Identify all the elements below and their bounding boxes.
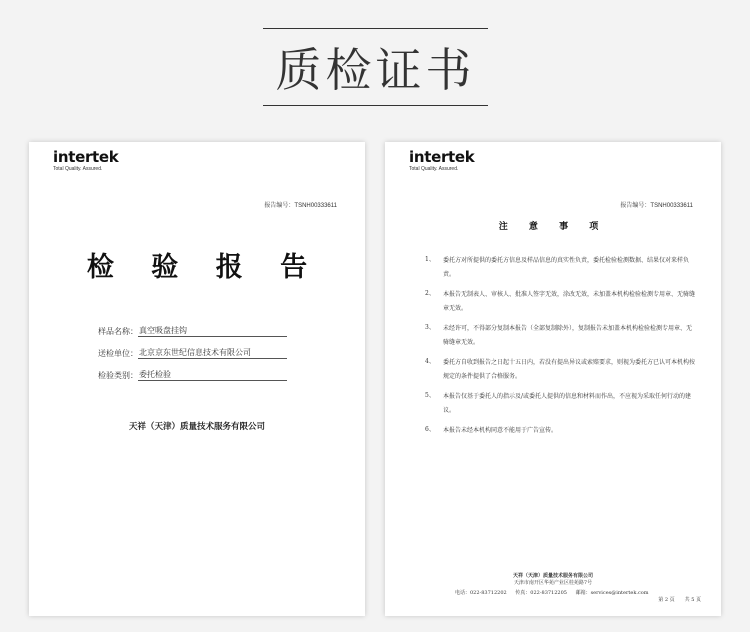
item-text: 委托方对所提供的委托方信息及样品信息的真实性负责，委托检验检测数据、结果仅对来样负责。 <box>443 257 690 278</box>
field-value: 委托检验 <box>138 369 287 381</box>
field-value: 北京京东世纪信息技术有限公司 <box>138 347 287 359</box>
item-number: 1、 <box>425 256 435 263</box>
page-title: 质检证书 <box>275 43 476 97</box>
item-text: 本报告仅基于委托人的指示及/或委托人提供的信息和材料而作出，不应视为采取任何行动的建议。 <box>443 393 692 414</box>
field-row-sample-name <box>98 315 287 337</box>
footer-fax: 传真：022-83712205 <box>515 590 567 596</box>
list-item <box>425 356 697 384</box>
cover-page <box>29 142 365 616</box>
field-row-submitter <box>98 337 287 359</box>
list-item <box>425 390 697 418</box>
intertek-logo <box>409 148 474 172</box>
company-name: 天祥（天津）质量技术服务有限公司 <box>128 422 265 432</box>
field-label: 送检单位： <box>98 349 138 358</box>
list-item <box>425 322 697 350</box>
item-number: 6、 <box>425 426 435 433</box>
field-label: 样品名称： <box>98 327 138 336</box>
footer-address: 天津市南开区华苑产业区桂苑路7号 <box>513 580 593 586</box>
footer-email: 邮箱：services@intertek.com <box>575 590 649 596</box>
report-number: 报告编号：TSNH00333611 <box>264 203 337 209</box>
list-item <box>425 288 697 316</box>
footer-contact <box>455 589 656 596</box>
page-count: 第 2 页 共 5 页 <box>658 597 701 603</box>
field-row-inspection-type <box>98 359 287 381</box>
notice-title: 注 意 事 项 <box>498 222 608 232</box>
report-number: 报告编号：TSNH00333611 <box>620 203 693 209</box>
item-text: 未经许可，不得部分复制本报告（全部复制除外），复制报告未加盖本机构检验检测专用章、无骑缝章无效。 <box>443 325 693 346</box>
item-number: 2、 <box>425 290 435 297</box>
list-item <box>425 254 697 282</box>
footer-company: 天祥（天津）质量技术服务有限公司 <box>512 573 593 579</box>
header-banner <box>263 28 488 106</box>
cover-fields <box>98 315 287 381</box>
logo-word: intertek <box>409 148 475 166</box>
notice-list <box>425 254 697 444</box>
footer-phone: 电话：022-83712202 <box>455 590 507 596</box>
intertek-logo <box>53 148 118 172</box>
report-title: 检 验 报 告 <box>86 252 322 283</box>
item-text: 委托方自收到报告之日起十五日内，若没有提出异议或索赔要求，则视为委托方已认可本机构按规定的条件提供了合格服务。 <box>443 359 696 380</box>
footer-address-block <box>385 573 721 587</box>
logo-tagline: Total Quality. Assured. <box>409 166 459 172</box>
item-text: 本报告未经本机构同意不能用于广告宣传。 <box>443 427 558 434</box>
list-item <box>425 424 697 438</box>
logo-word: intertek <box>53 148 119 166</box>
field-value: 真空吸盘挂钩 <box>138 325 287 337</box>
logo-tagline: Total Quality. Assured. <box>53 166 103 172</box>
item-text: 本报告无制表人、审核人、批准人签字无效，涂改无效，未加盖本机构检验检测专用章、无骑缝章无效。 <box>443 291 696 312</box>
item-number: 3、 <box>425 324 435 331</box>
field-label: 检验类别： <box>98 371 138 380</box>
item-number: 4、 <box>425 358 435 365</box>
notice-page <box>385 142 721 616</box>
item-number: 5、 <box>425 392 435 399</box>
